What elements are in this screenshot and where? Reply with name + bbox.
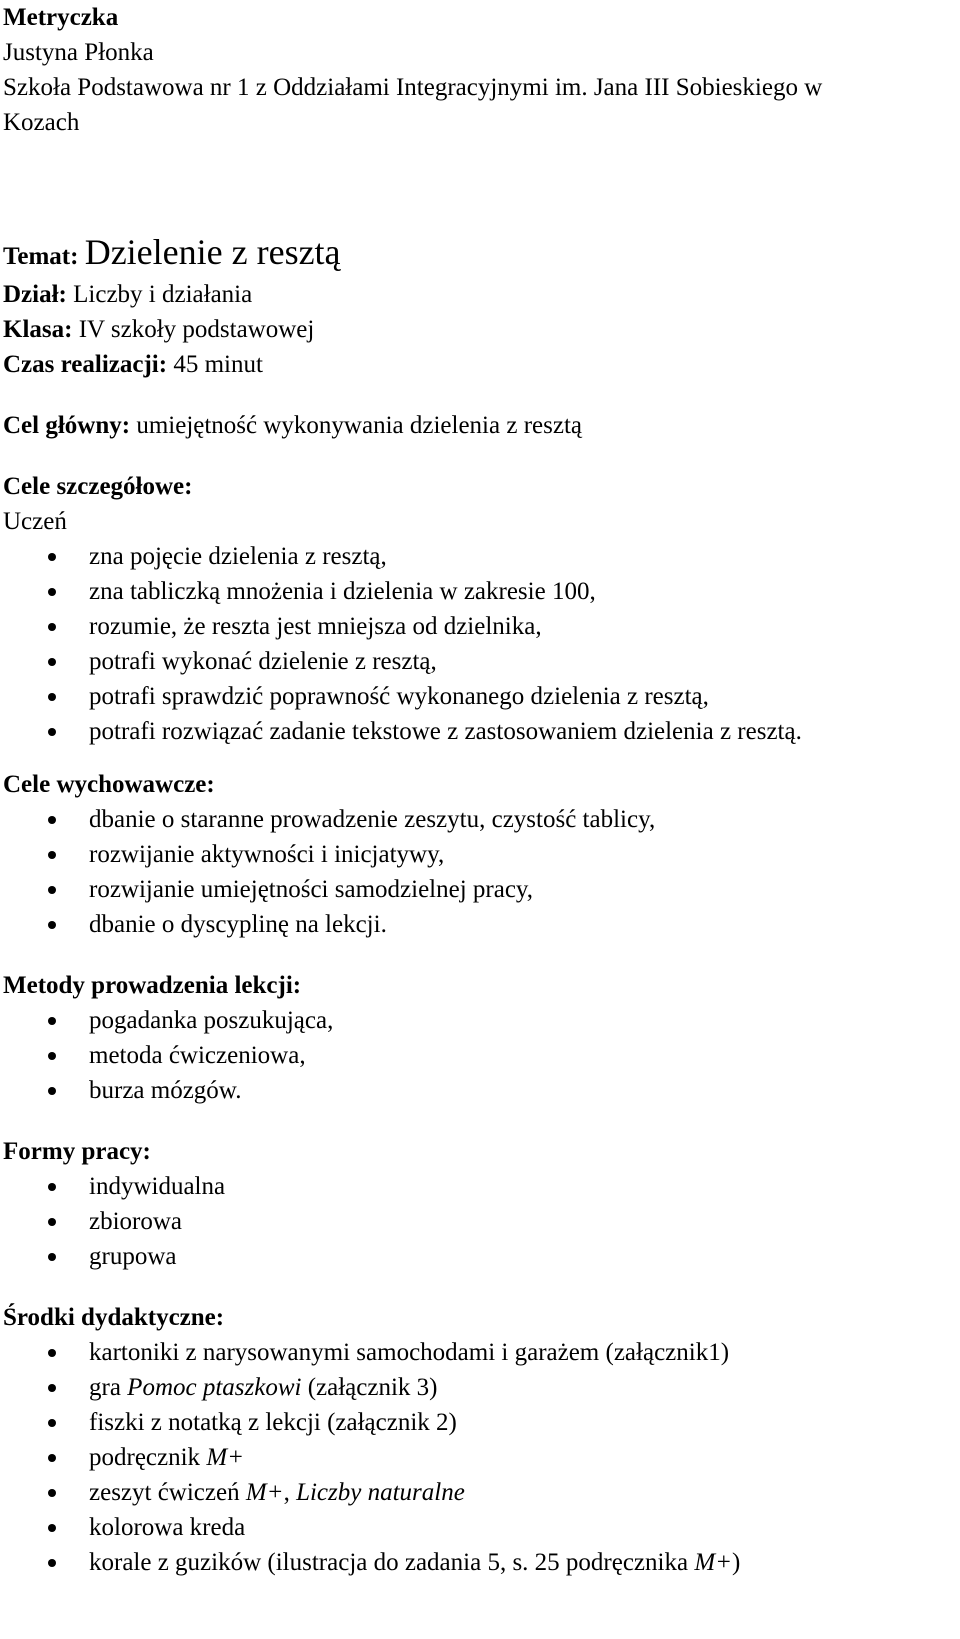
methods-heading: Metody prowadzenia lekcji: [3, 972, 302, 999]
list-item: zbiorowa [3, 1204, 960, 1239]
bullet-icon [48, 851, 56, 859]
list-item: zeszyt ćwiczeń M+, Liczby naturalne [3, 1475, 960, 1510]
list-item: podręcznik M+ [3, 1440, 960, 1475]
list-item: kartoniki z narysowanymi samochodami i garażem (załącznik1) [3, 1335, 960, 1370]
list-item: zna pojęcie dzielenia z resztą, [3, 539, 960, 574]
section-label: Dział: [3, 281, 67, 308]
list-item: potrafi wykonać dzielenie z resztą, [3, 644, 960, 679]
bullet-icon [48, 1183, 56, 1191]
time-line [3, 347, 960, 382]
time-label: Czas realizacji: [3, 351, 168, 378]
bullet-icon [48, 728, 56, 736]
detailed-goals-subject: Uczeń [3, 508, 67, 535]
educational-goals-list [3, 802, 960, 942]
topic-title: Dzielenie z resztą [84, 232, 341, 272]
bullet-icon [48, 658, 56, 666]
educational-goals-heading: Cele wychowawcze: [3, 771, 215, 798]
section-value: Liczby i działania [73, 281, 253, 308]
forms-heading: Formy pracy: [3, 1138, 151, 1165]
bullet-icon [48, 1489, 56, 1497]
bullet-icon [48, 1052, 56, 1060]
bullet-icon [48, 1559, 56, 1567]
topic-label: Temat: [3, 243, 79, 270]
methods-list [3, 1003, 960, 1108]
list-item: dbanie o dyscyplinę na lekcji. [3, 907, 960, 942]
list-item: potrafi rozwiązać zadanie tekstowe z zastosowaniem dzielenia z resztą. [3, 714, 960, 749]
list-item: rozumie, że reszta jest mniejsza od dzielnika, [3, 609, 960, 644]
main-goal-label: Cel główny: [3, 412, 131, 439]
list-item: potrafi sprawdzić poprawność wykonanego dzielenia z resztą, [3, 679, 960, 714]
bullet-icon [48, 693, 56, 701]
list-item: pogadanka poszukująca, [3, 1003, 960, 1038]
section-line [3, 277, 960, 312]
list-item: gra Pomoc ptaszkowi (załącznik 3) [3, 1370, 960, 1405]
doc-type-heading: Metryczka [3, 4, 119, 31]
detailed-goals-list [3, 539, 960, 749]
bullet-icon [48, 1384, 56, 1392]
bullet-icon [48, 1454, 56, 1462]
bullet-icon [48, 921, 56, 929]
bullet-icon [48, 1524, 56, 1532]
list-item: kolorowa kreda [3, 1510, 960, 1545]
school-name-line2: Kozach [3, 109, 80, 136]
list-item: metoda ćwiczeniowa, [3, 1038, 960, 1073]
bullet-icon [48, 588, 56, 596]
bullet-icon [48, 1253, 56, 1261]
bullet-icon [48, 886, 56, 894]
bullet-icon [48, 623, 56, 631]
list-item: korale z guzików (ilustracja do zadania 5, s. 25 podręcznika M+) [3, 1545, 960, 1580]
forms-list [3, 1169, 960, 1274]
list-item: rozwijanie aktywności i inicjatywy, [3, 837, 960, 872]
list-item: indywidualna [3, 1169, 960, 1204]
bullet-icon [48, 1087, 56, 1095]
author-name: Justyna Płonka [3, 39, 154, 66]
class-label: Klasa: [3, 316, 73, 343]
list-item: fiszki z notatką z lekcji (załącznik 2) [3, 1405, 960, 1440]
school-name: Szkoła Podstawowa nr 1 z Oddziałami Integracyjnymi im. Jana III Sobieskiego w [3, 74, 823, 101]
class-line [3, 312, 960, 347]
main-goal-line [3, 408, 960, 443]
class-value: IV szkoły podstawowej [78, 316, 315, 343]
bullet-icon [48, 1218, 56, 1226]
list-item: grupowa [3, 1239, 960, 1274]
time-value: 45 minut [173, 351, 263, 378]
main-goal-value: umiejętność wykonywania dzielenia z resztą [136, 412, 582, 439]
bullet-icon [48, 553, 56, 561]
list-item: dbanie o staranne prowadzenie zeszytu, czystość tablicy, [3, 802, 960, 837]
bullet-icon [48, 1017, 56, 1025]
bullet-icon [48, 816, 56, 824]
list-item: burza mózgów. [3, 1073, 960, 1108]
materials-list [3, 1335, 960, 1580]
bullet-icon [48, 1419, 56, 1427]
topic-line [3, 232, 960, 277]
list-item: zna tabliczką mnożenia i dzielenia w zakresie 100, [3, 574, 960, 609]
detailed-goals-heading: Cele szczegółowe: [3, 473, 193, 500]
bullet-icon [48, 1349, 56, 1357]
materials-heading: Środki dydaktyczne: [3, 1304, 225, 1331]
list-item: rozwijanie umiejętności samodzielnej pracy, [3, 872, 960, 907]
